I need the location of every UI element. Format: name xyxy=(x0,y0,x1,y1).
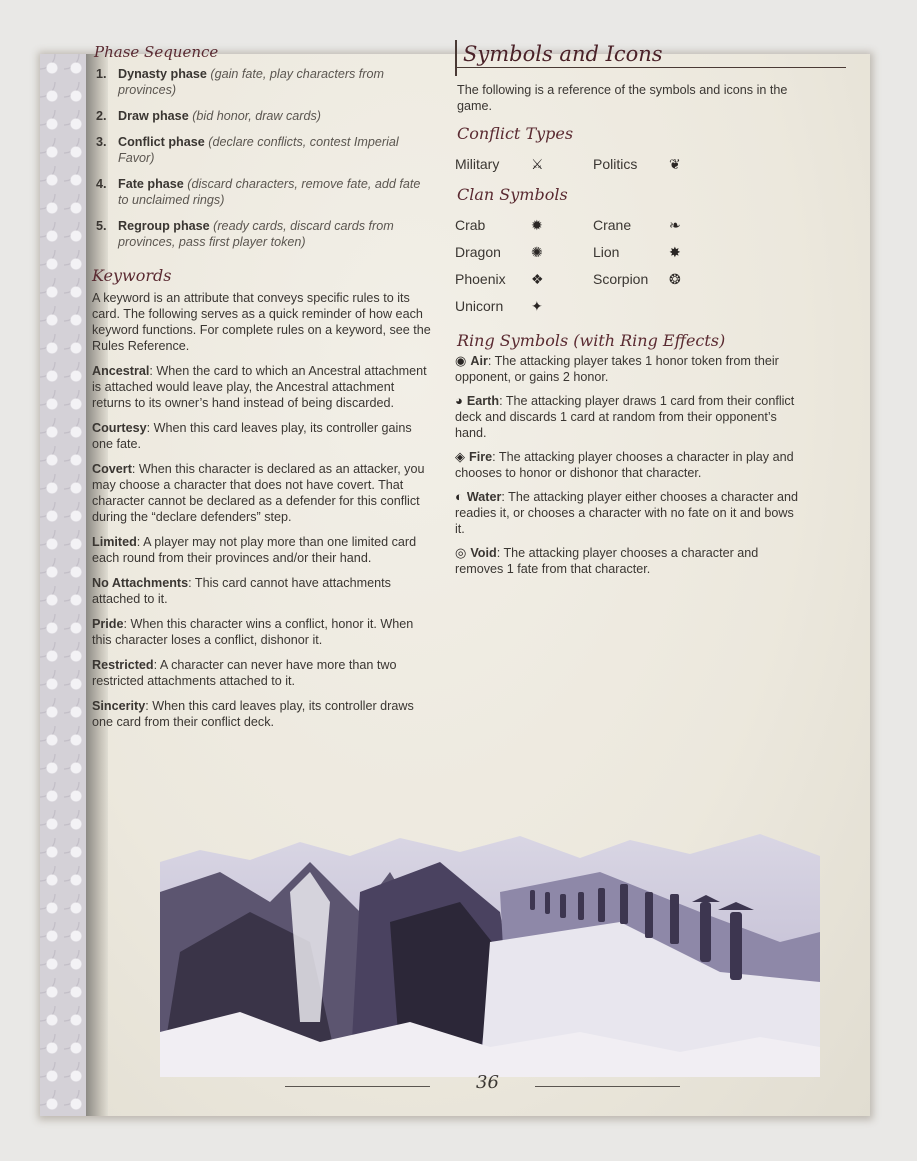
keyword-text: : When this character is declared as an attacker, you may choose a character that does not have covert. That character cannot be declared as a defender for this conflict during the “declare defenders” step. xyxy=(92,462,425,524)
conflict-types-heading: Conflict Types xyxy=(457,124,574,143)
keyword-name: Courtesy xyxy=(92,421,147,435)
keyword-entry xyxy=(92,420,434,452)
ring-text: : The attacking player chooses a character in play and chooses to honor or dishonor that character. xyxy=(455,450,794,480)
phase-name: Conflict phase xyxy=(118,135,205,149)
phase-name: Draw phase xyxy=(118,109,189,123)
phase-item xyxy=(92,66,434,98)
military-icon: ⚔ xyxy=(531,155,544,172)
unicorn-icon: ✦ xyxy=(531,297,543,314)
clan-row xyxy=(455,265,800,292)
keyword-entry xyxy=(92,534,434,566)
lion-icon: ✸ xyxy=(669,243,681,260)
ring-name: Void xyxy=(470,546,497,560)
clan-label: Dragon xyxy=(455,243,501,260)
phase-desc: (discard characters, remove fate, add fate to unclaimed rings) xyxy=(118,177,421,207)
phase-name: Fate phase xyxy=(118,177,184,191)
ring-name: Earth xyxy=(466,394,500,408)
ring-name: Fire xyxy=(469,450,493,464)
phase-item xyxy=(92,176,434,208)
phase-number: 1. xyxy=(96,67,107,81)
phase-number: 5. xyxy=(96,219,107,233)
scorpion-icon: ❂ xyxy=(669,270,681,287)
dragon-icon: ✺ xyxy=(531,243,543,260)
clan-label: Crab xyxy=(455,216,486,233)
keyword-text: : When the card to which an Ancestral attachment is attached would leave play, the Ancestral attachment returns to its owner’s hand instead of being discarded. xyxy=(92,364,427,410)
clan-scorpion xyxy=(593,271,731,287)
void-ring-icon: ◎ xyxy=(455,545,467,560)
ring-entry xyxy=(455,449,800,481)
keyword-name: Covert xyxy=(92,462,132,476)
keyword-text: : When this character wins a conflict, honor it. When this character loses a conflict, dishonor it. xyxy=(92,617,414,647)
phase-desc: (declare conflicts, contest Imperial Favor) xyxy=(118,135,399,165)
ring-entry xyxy=(455,489,800,537)
footer-rule-right xyxy=(535,1086,680,1087)
conflict-label: Military xyxy=(455,155,500,172)
keyword-text: : A player may not play more than one limited card each round from their provinces and/or their hand. xyxy=(92,535,417,565)
phase-list xyxy=(92,66,434,250)
clan-row xyxy=(455,292,800,319)
right-column xyxy=(455,44,800,585)
snowy-mountain-illustration xyxy=(160,832,820,1077)
politics-icon: ❦ xyxy=(669,155,681,172)
keyword-name: Ancestral xyxy=(92,364,150,378)
crane-icon: ❧ xyxy=(669,216,681,233)
keyword-entry xyxy=(92,698,434,730)
air-ring-icon: ◉ xyxy=(455,353,467,368)
keyword-text: : This card cannot have attachments attached to it. xyxy=(92,576,391,606)
phase-name: Dynasty phase xyxy=(118,67,207,81)
keyword-entry xyxy=(92,616,434,648)
ring-text: : The attacking player takes 1 honor token from their opponent, or gains 2 honor. xyxy=(455,354,779,384)
clan-unicorn xyxy=(455,298,593,314)
ring-text: : The attacking player either chooses a character and readies it, or chooses a character with no fate on it and bows it. xyxy=(455,490,798,536)
symbols-intro: The following is a reference of the symbols and icons in the game. xyxy=(457,83,788,113)
ring-entry xyxy=(455,393,800,441)
clan-symbols-heading: Clan Symbols xyxy=(457,185,568,204)
ring-text: : The attacking player draws 1 card from their conflict deck and discards 1 card at random from their opponent’s hand. xyxy=(455,394,795,440)
ring-entry xyxy=(455,545,800,577)
keyword-entry xyxy=(92,363,434,411)
symbols-title-text: Symbols and Icons xyxy=(463,42,663,66)
phase-desc: (gain fate, play characters from provinces) xyxy=(118,67,384,97)
clan-label: Scorpion xyxy=(593,270,649,287)
title-rule-horizontal xyxy=(455,67,846,69)
keyword-name: Limited xyxy=(92,535,137,549)
ring-symbols-heading: Ring Symbols (with Ring Effects) xyxy=(457,331,726,350)
phase-number: 3. xyxy=(96,135,107,149)
phase-item xyxy=(92,134,434,166)
left-column xyxy=(92,44,434,739)
keywords-intro: A keyword is an attribute that conveys specific rules to its card. The following serves as a quick reminder of how each keyword functions. For complete rules on a keyword, see the Rules Reference. xyxy=(92,291,431,353)
keyword-name: Sincerity xyxy=(92,699,146,713)
clan-crane xyxy=(593,217,731,233)
phase-item xyxy=(92,108,434,124)
clan-label: Unicorn xyxy=(455,297,504,314)
fire-ring-icon: ◈ xyxy=(455,449,465,464)
phase-number: 2. xyxy=(96,109,107,123)
clan-row xyxy=(455,211,800,238)
keywords-heading: Keywords xyxy=(92,266,172,285)
keyword-text: : When this card leaves play, its controller draws one card from their conflict deck. xyxy=(92,699,414,729)
conflict-row xyxy=(455,150,800,177)
title-rule-vertical xyxy=(455,40,457,76)
keyword-entry xyxy=(92,657,434,689)
crab-icon: ✹ xyxy=(531,216,543,233)
phase-desc: (ready cards, discard cards from provinces, pass first player token) xyxy=(118,219,394,249)
phase-sequence-heading: Phase Sequence xyxy=(94,43,219,61)
clan-label: Phoenix xyxy=(455,270,506,287)
clan-label: Crane xyxy=(593,216,632,233)
spine-pattern xyxy=(40,54,86,1116)
symbols-title xyxy=(455,44,800,68)
keyword-name: Pride xyxy=(92,617,124,631)
conflict-label: Politics xyxy=(593,155,638,172)
keyword-name: Restricted xyxy=(92,658,154,672)
conflict-military xyxy=(455,156,593,172)
phase-number: 4. xyxy=(96,177,107,191)
page-number: 36 xyxy=(476,1072,499,1093)
keyword-text: : When this card leaves play, its controller gains one fate. xyxy=(92,421,412,451)
phase-item xyxy=(92,218,434,250)
conflict-politics xyxy=(593,156,731,172)
ring-list xyxy=(455,353,800,577)
keyword-entry xyxy=(92,575,434,607)
keyword-text: : A character can never have more than two restricted attachments attached to it. xyxy=(92,658,397,688)
clan-label: Lion xyxy=(593,243,620,260)
phoenix-icon: ❖ xyxy=(531,270,544,287)
ring-text: : The attacking player chooses a character and removes 1 fate from that character. xyxy=(455,546,759,576)
clan-dragon xyxy=(455,244,593,260)
ring-entry xyxy=(455,353,800,385)
footer-rule-left xyxy=(285,1086,430,1087)
clan-lion xyxy=(593,244,731,260)
ring-name: Water xyxy=(466,490,502,504)
phase-desc: (bid honor, draw cards) xyxy=(192,109,321,123)
phase-name: Regroup phase xyxy=(118,219,210,233)
clan-crab xyxy=(455,217,593,233)
earth-ring-icon: ◕ xyxy=(455,393,463,408)
keyword-entry xyxy=(92,461,434,525)
keyword-name: No Attachments xyxy=(92,576,189,590)
clan-phoenix xyxy=(455,271,593,287)
water-ring-icon: ◐ xyxy=(455,489,463,504)
ring-name: Air xyxy=(470,354,488,368)
clan-row xyxy=(455,238,800,265)
